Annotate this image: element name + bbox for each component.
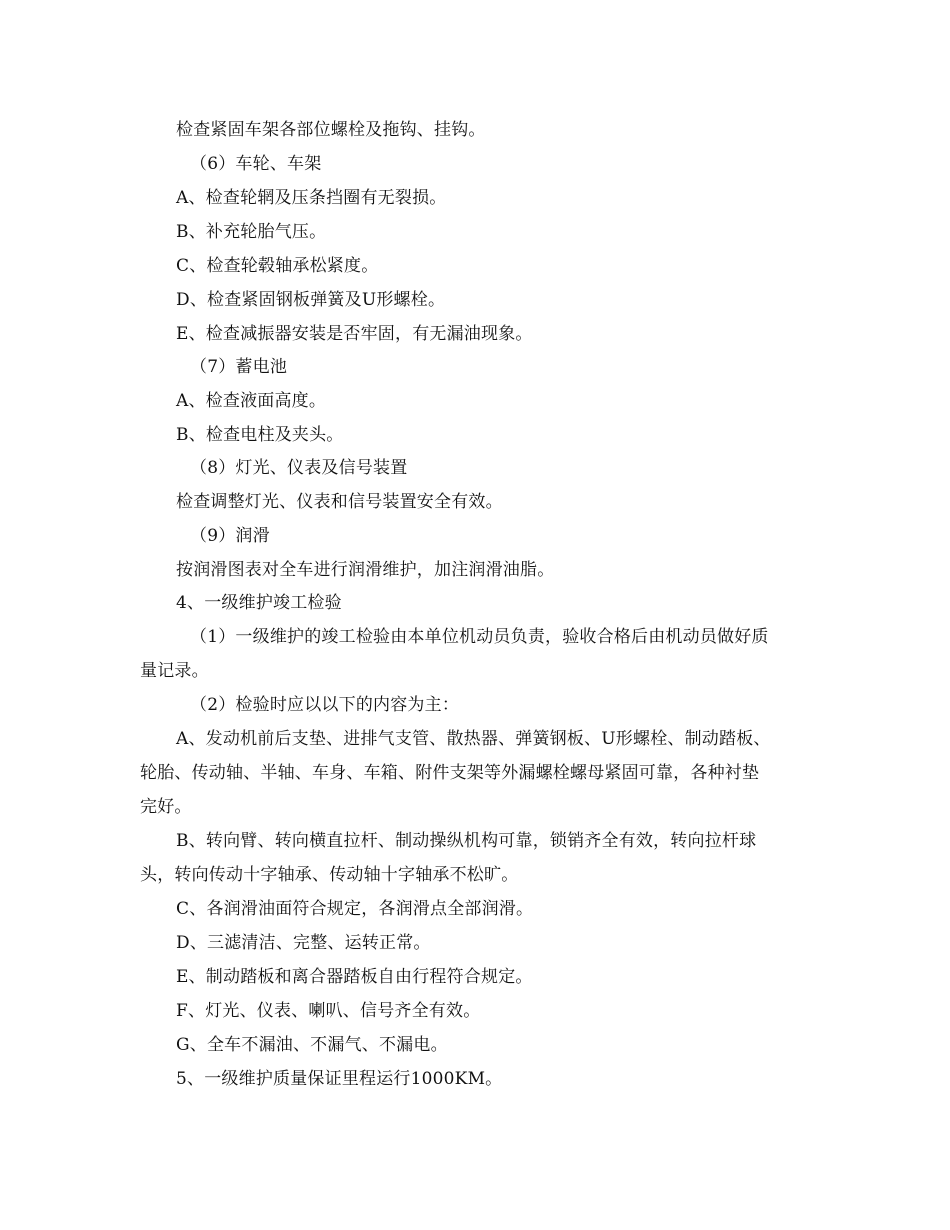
text-line: 检查紧固车架各部位螺栓及拖钩、挂钩。: [176, 120, 486, 140]
list-item: C、各润滑油面符合规定，各润滑点全部润滑。: [176, 899, 534, 919]
list-item: D、三滤清洁、完整、运转正常。: [176, 933, 431, 953]
list-item: A、发动机前后支垫、进排气支管、散热器、弹簧钢板、U形螺栓、制动踏板、: [176, 729, 771, 749]
list-item: E、检查减振器安装是否牢固，有无漏油现象。: [176, 324, 533, 344]
text-line: （1）一级维护的竣工检验由本单位机动员负责，验收合格后由机动员做好质: [190, 627, 769, 647]
text-line: 检查调整灯光、仪表和信号装置安全有效。: [176, 492, 503, 512]
text-line: 轮胎、传动轴、半轴、车身、车箱、附件支架等外漏螺栓螺母紧固可靠，各种衬垫: [140, 763, 760, 783]
list-item: A、检查液面高度。: [176, 391, 327, 411]
text-line: 按润滑图表对全车进行润滑维护，加注润滑油脂。: [176, 560, 555, 580]
section-heading: （9）润滑: [190, 526, 270, 546]
list-item: A、检查轮辋及压条挡圈有无裂损。: [176, 188, 447, 208]
list-item: B、补充轮胎气压。: [176, 222, 327, 242]
list-item: B、转向臂、转向横直拉杆、制动操纵机构可靠，锁销齐全有效，转向拉杆球: [176, 831, 757, 851]
section-heading: （7）蓄电池: [190, 357, 288, 377]
text-line: 量记录。: [140, 661, 209, 681]
section-heading: 4、一级维护竣工检验: [176, 593, 342, 613]
list-item: D、检查紧固钢板弹簧及U形螺栓。: [176, 290, 446, 310]
list-item: C、检查轮毂轴承松紧度。: [176, 256, 379, 276]
section-heading: （6）车轮、车架: [190, 154, 322, 174]
text-line: 头，转向传动十字轴承、传动轴十字轴承不松旷。: [140, 865, 519, 885]
list-item: F、灯光、仪表、喇叭、信号齐全有效。: [176, 1001, 481, 1021]
list-item: E、制动踏板和离合器踏板自由行程符合规定。: [176, 967, 533, 987]
text-line: 完好。: [140, 797, 192, 817]
text-line: （2）检验时应以以下的内容为主：: [190, 695, 460, 715]
section-heading: （8）灯光、仪表及信号装置: [190, 458, 408, 478]
text-line: 5、一级维护质量保证里程运行1000KM。: [176, 1069, 503, 1089]
list-item: B、检查电柱及夹头。: [176, 425, 344, 445]
list-item: G、全车不漏油、不漏气、不漏电。: [176, 1035, 448, 1055]
